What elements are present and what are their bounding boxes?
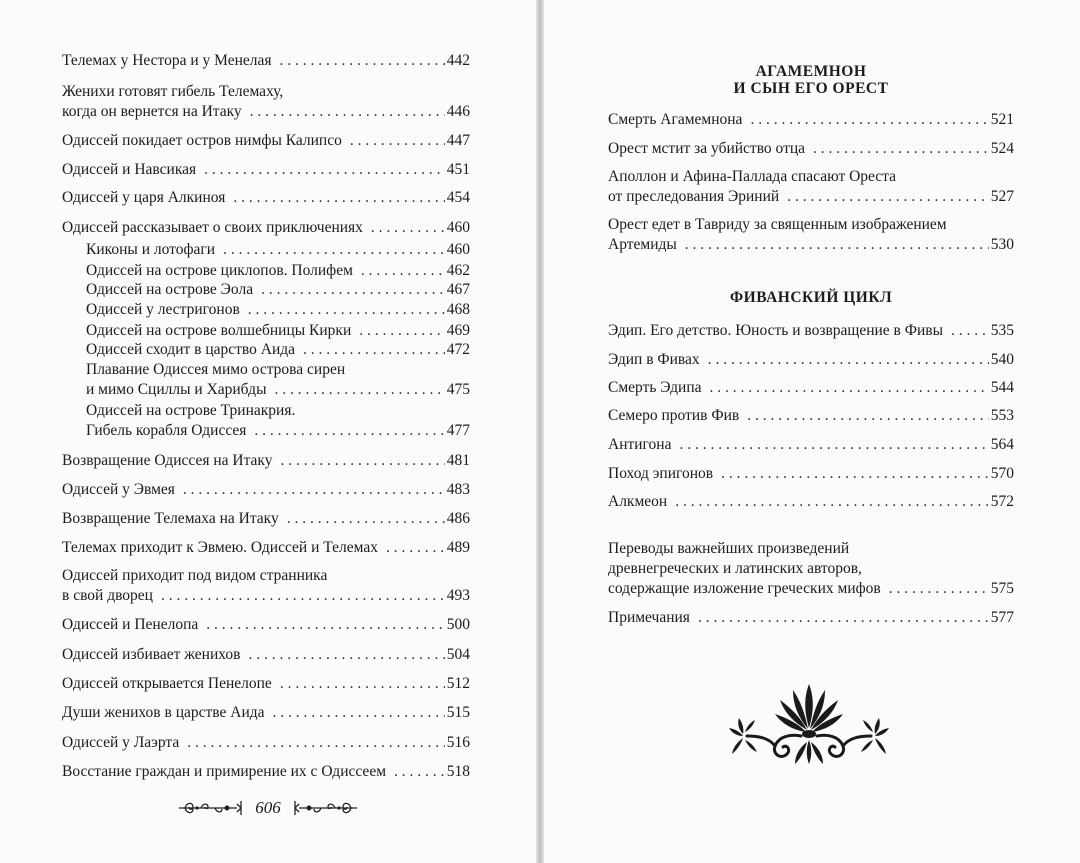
toc-entry [62, 102, 470, 122]
leader-dots [889, 579, 989, 599]
toc-entry-page: 493 [446, 587, 470, 604]
toc-entry [62, 509, 470, 529]
toc-entry-page: 516 [446, 734, 470, 751]
toc-entry-title: Одиссей сходит в царство Аида [86, 341, 296, 358]
toc-entry-page: 451 [446, 161, 470, 178]
toc-entry-title: Возвращение Одиссея на Итаку [62, 452, 273, 469]
toc-entry-title-line1: Переводы важнейших произведений [608, 540, 850, 557]
toc-entry-title: Эдип. Его детство. Юность и возвращение в Фивы [608, 322, 944, 339]
toc-entry-page: 469 [446, 322, 470, 339]
toc-subentry [86, 340, 470, 360]
toc-entry-page: 472 [446, 341, 470, 358]
leader-dots [248, 300, 445, 320]
toc-entry [62, 538, 470, 558]
toc-entry [608, 350, 1014, 370]
toc-entry-title: Одиссей у царя Алкиноя [62, 189, 226, 206]
toc-entry-page: 512 [446, 675, 470, 692]
toc-entry-page: 477 [446, 422, 470, 439]
toc-entry-title: Одиссей избивает женихов [62, 646, 241, 663]
leader-dots [233, 188, 444, 208]
toc-entry [62, 674, 470, 694]
page-folio [160, 796, 376, 820]
toc-entry-title-line1: Одиссей на острове Тринакрия. [86, 402, 296, 419]
scroll-vine-ornament-icon [289, 798, 359, 818]
toc-entry-title: когда он вернется на Итаку [62, 103, 242, 120]
toc-entry [62, 733, 470, 753]
leader-dots [371, 218, 445, 238]
toc-subentry [86, 380, 470, 400]
leader-dots [747, 406, 989, 426]
toc-entry-page: 504 [446, 646, 470, 663]
leader-dots [721, 464, 989, 484]
toc-entry [62, 762, 470, 782]
toc-entry [62, 131, 470, 151]
toc-entry-title: Примечания [608, 609, 690, 626]
toc-entry-page: 500 [446, 616, 470, 633]
toc-entry-title: Одиссей у Эвмея [62, 481, 175, 498]
toc-subentry [86, 421, 470, 441]
section-heading-line2: И СЫН ЕГО ОРЕСТ [733, 80, 889, 97]
toc-entry-page: 447 [446, 132, 470, 149]
leader-dots [250, 102, 445, 122]
toc-entry [608, 406, 1014, 426]
toc-entry-page: 467 [446, 281, 470, 298]
toc-entry-title: Одиссей на острове волшебницы Кирки [86, 322, 352, 339]
leader-dots [361, 261, 445, 281]
toc-entry-title-line1: Женихи готовят гибель Телемаху, [62, 83, 284, 100]
toc-entry-title: Смерть Эдипа [608, 379, 702, 396]
toc-subentry [86, 300, 470, 320]
toc-entry [608, 608, 1014, 628]
toc-entry-page: 524 [990, 140, 1014, 157]
toc-entry-title: Гибель корабля Одиссея [86, 422, 247, 439]
toc-entry-page: 454 [446, 189, 470, 206]
toc-entry-page: 577 [990, 609, 1014, 626]
toc-entry-title: Эдип в Фивах [608, 351, 700, 368]
leader-dots [685, 235, 989, 255]
leader-dots [675, 492, 989, 512]
leader-dots [183, 480, 445, 500]
toc-entry-page: 468 [446, 301, 470, 318]
leader-dots [261, 280, 445, 300]
toc-entry-title: Души женихов в царстве Аида [62, 704, 265, 721]
toc-entry [62, 51, 470, 71]
leader-dots [206, 615, 445, 635]
toc-entry-page: 521 [990, 111, 1014, 128]
leader-dots [386, 538, 445, 558]
toc-entry-title: Одиссей на острове циклопов. Полифем [86, 262, 353, 279]
toc-subentry [86, 261, 470, 281]
toc-entry-title: Одиссей рассказывает о своих приключениях [62, 219, 363, 236]
page-number: 606 [255, 798, 281, 817]
toc-entry [62, 480, 470, 500]
toc-entry-title: Одиссей открывается Пенелопе [62, 675, 272, 692]
leader-dots [710, 378, 989, 398]
leader-dots [280, 451, 444, 471]
leader-dots [249, 645, 445, 665]
leader-dots [280, 674, 445, 694]
toc-entry-page: 535 [990, 322, 1014, 339]
leader-dots [787, 187, 989, 207]
toc-entry-page: 530 [990, 236, 1014, 253]
leader-dots [359, 321, 444, 341]
toc-entry-title: Орест мстит за убийство отца [608, 140, 806, 157]
leader-dots [223, 240, 445, 260]
toc-entry [608, 492, 1014, 512]
toc-entry-title-line1: Орест едет в Тавриду за священным изображением [608, 216, 947, 233]
toc-entry-title-line2: древнегреческих и латинских авторов, [608, 560, 862, 577]
toc-entry [608, 435, 1014, 455]
toc-subentry [86, 240, 470, 260]
section-heading: ФИВАНСКИЙ ЦИКЛ [729, 289, 893, 306]
section-heading-line1: АГАМЕМНОН [755, 63, 867, 80]
toc-entry-page: 442 [446, 52, 470, 69]
toc-entry-page: 475 [446, 381, 470, 398]
toc-entry-title: Алкмеон [608, 493, 668, 510]
toc-entry-title: Смерть Агамемнона [608, 111, 743, 128]
toc-entry-page: 462 [446, 262, 470, 279]
toc-entry [608, 321, 1014, 341]
toc-entry-page: 481 [446, 452, 470, 469]
leader-dots [303, 340, 445, 360]
toc-entry-page: 483 [446, 481, 470, 498]
toc-entry-title: Поход эпигонов [608, 465, 714, 482]
toc-entry [62, 703, 470, 723]
leader-dots [161, 586, 445, 606]
toc-entry-page: 540 [990, 351, 1014, 368]
toc-entry-page: 515 [446, 704, 470, 721]
toc-entry-page: 527 [990, 188, 1014, 205]
leader-dots [698, 608, 989, 628]
leader-dots [280, 51, 445, 71]
toc-entry [62, 615, 470, 635]
toc-entry-page: 460 [446, 241, 470, 258]
toc-entry [62, 451, 470, 471]
toc-entry-title: Телемах приходит к Эвмею. Одиссей и Телемах [62, 539, 378, 556]
leader-dots [708, 350, 989, 370]
toc-entry-title: и мимо Сциллы и Харибды [86, 381, 267, 398]
toc-entry [62, 645, 470, 665]
leader-dots [750, 110, 988, 130]
toc-entry-page: 460 [446, 219, 470, 236]
leader-dots [187, 733, 445, 753]
toc-entry-page: 575 [990, 580, 1014, 597]
toc-entry-page: 518 [446, 763, 470, 780]
leader-dots [350, 131, 445, 151]
toc-entry-page: 553 [990, 407, 1014, 424]
toc-entry-title: Возвращение Телемаха на Итаку [62, 510, 279, 527]
toc-entry [62, 586, 470, 606]
toc-entry-title-line1: Одиссей приходит под видом странника [62, 567, 328, 584]
toc-subentry [86, 280, 470, 300]
toc-entry-title: Семеро против Фив [608, 407, 740, 424]
leader-dots [394, 762, 445, 782]
toc-entry-title: Антигона [608, 436, 672, 453]
toc-entry [608, 464, 1014, 484]
toc-entry-page: 572 [990, 493, 1014, 510]
toc-entry-page: 446 [446, 103, 470, 120]
toc-entry [608, 110, 1014, 130]
palmette-ornament-icon [729, 676, 889, 776]
leader-dots [287, 509, 445, 529]
toc-entry-title: от преследования Эриний [608, 188, 780, 205]
toc-entry-page: 570 [990, 465, 1014, 482]
leader-dots [254, 421, 444, 441]
toc-entry-title: Артемиды [608, 236, 677, 253]
toc-entry-page: 489 [446, 539, 470, 556]
toc-entry-title: Одиссей и Навсикая [62, 161, 197, 178]
leader-dots [274, 380, 444, 400]
toc-entry-page: 564 [990, 436, 1014, 453]
toc-entry-title: Восстание граждан и примирение их с Одиссеем [62, 763, 387, 780]
toc-entry-title-line1: Аполлон и Афина-Паллада спасают Ореста [608, 168, 897, 185]
scroll-vine-ornament-icon [177, 798, 247, 818]
toc-entry [608, 378, 1014, 398]
leader-dots [204, 160, 445, 180]
toc-entry-title: Киконы и лотофаги [86, 241, 216, 258]
toc-entry [62, 218, 470, 238]
leader-dots [679, 435, 988, 455]
toc-entry-title: Одиссей покидает остров нимфы Калипсо [62, 132, 342, 149]
toc-entry [608, 579, 1014, 599]
leader-dots [951, 321, 989, 341]
toc-entry [62, 188, 470, 208]
toc-entry-title: Одиссей и Пенелопа [62, 616, 199, 633]
toc-entry-title: Одиссей у Лаэрта [62, 734, 180, 751]
book-gutter [536, 0, 544, 863]
toc-entry-title: Телемах у Нестора и у Менелая [62, 52, 272, 69]
toc-entry-page: 544 [990, 379, 1014, 396]
toc-entry-title: в свой дворец [62, 587, 153, 604]
toc-entry-page: 486 [446, 510, 470, 527]
toc-entry-title: Одиссей у лестригонов [86, 301, 240, 318]
toc-entry-title: содержащие изложение греческих мифов [608, 580, 881, 597]
toc-entry [608, 139, 1014, 159]
toc-entry [608, 187, 1014, 207]
toc-entry [608, 235, 1014, 255]
toc-subentry [86, 321, 470, 341]
leader-dots [813, 139, 989, 159]
toc-entry-title-line1: Плавание Одиссея мимо острова сирен [86, 361, 346, 378]
toc-entry-title: Одиссей на острове Эола [86, 281, 254, 298]
leader-dots [273, 703, 445, 723]
toc-entry [62, 160, 470, 180]
